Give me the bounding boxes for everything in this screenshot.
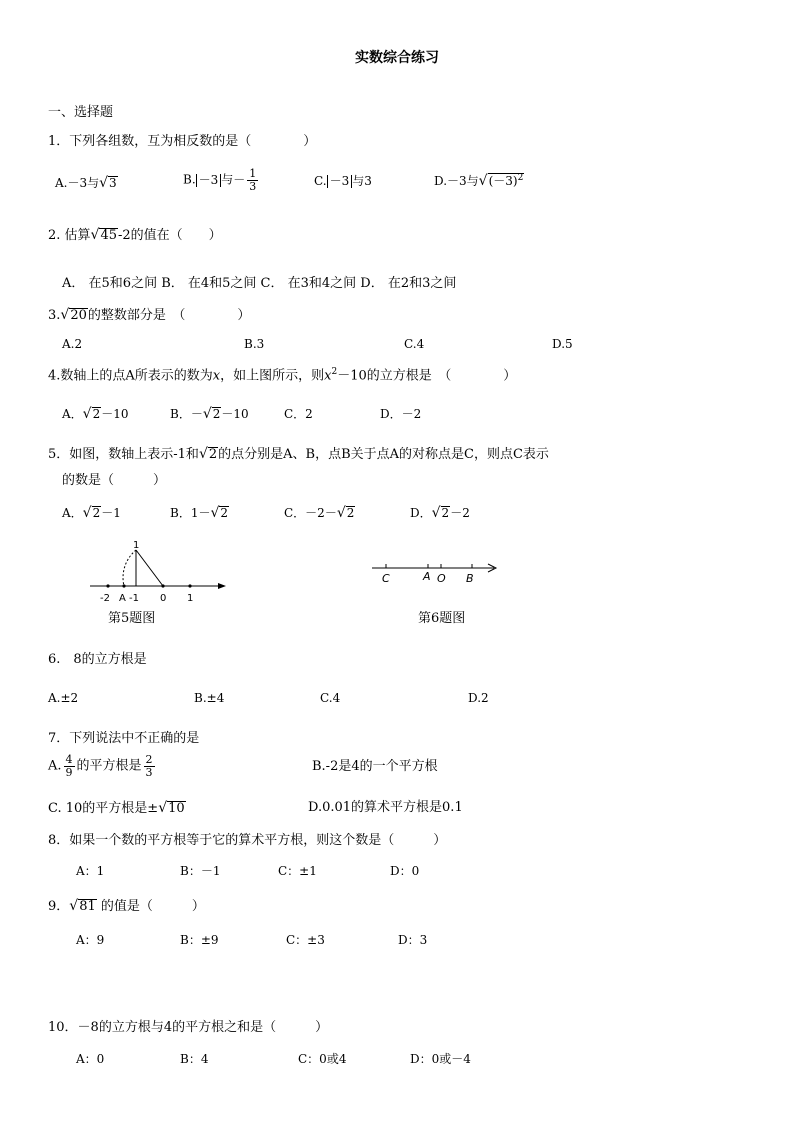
q1-option-c: C. －3 与3	[314, 174, 372, 188]
question-7-stem: 7．下列说法中不正确的是	[48, 731, 200, 746]
q9-option-c: C：±3	[286, 933, 325, 947]
q8-option-b: B：－1	[180, 864, 221, 878]
q4-option-d: D．－2	[380, 407, 422, 421]
q8-option-a: A：1	[76, 864, 105, 878]
q5-option-a: A．√2－1	[62, 505, 121, 521]
q1-option-b: B. －3 与－ $\frac{1}{3}$	[183, 167, 257, 193]
q10-option-b: B：4	[180, 1052, 209, 1066]
label-zero: 0	[160, 593, 167, 604]
figure-5-caption: 第5题图	[108, 611, 156, 626]
q10-option-d: D：0或－4	[410, 1052, 471, 1066]
figure-6-number-line	[370, 556, 502, 588]
point-neg2	[106, 584, 109, 587]
q10-option-c: C：0或4	[298, 1052, 347, 1066]
axis-arrow-icon	[218, 583, 226, 589]
question-8-stem: 8．如果一个数的平方根等于它的算术平方根，则这个数是（ ）	[48, 833, 447, 848]
q6-option-c: C.4	[320, 691, 341, 705]
point-one	[188, 584, 191, 587]
q7-option-c: C. 10的平方根是±√10	[48, 800, 185, 816]
q9-option-a: A：9	[76, 933, 105, 947]
q6-option-d: D.2	[468, 691, 489, 705]
arc-dashed	[123, 550, 136, 586]
label-a: A	[119, 593, 126, 604]
q7-option-b: B.-2是4的一个平方根	[312, 759, 438, 774]
q6-option-b: B.±4	[194, 691, 225, 705]
q7-option-d: D.0.01的算术平方根是0.1	[308, 800, 463, 815]
figure-5-number-line	[88, 536, 228, 606]
q5-option-c: C．－2－√2	[284, 505, 355, 521]
q4-option-b: B．－√2－10	[170, 406, 249, 422]
label-one: 1	[187, 593, 194, 604]
q8-option-c: C：±1	[278, 864, 317, 878]
q5-option-d: D．√2－2	[410, 505, 470, 521]
q8-option-d: D：0	[390, 864, 420, 878]
section-heading: 一、选择题	[48, 105, 114, 120]
question-1-stem: 1．下列各组数，互为相反数的是（ ）	[48, 134, 317, 149]
q6-option-a: A.±2	[48, 691, 79, 705]
question-5-stem: 5．如图，数轴上表示-1和√2的点分别是A、B，点B关于点A的对称点是C，则点C表示	[48, 446, 549, 462]
q3-option-c: C.4	[404, 337, 425, 351]
question-10-stem: 10．－8的立方根与4的平方根之和是（ ）	[48, 1020, 329, 1035]
q4-option-c: C．2	[284, 407, 313, 421]
question-5-stem-line2: 的数是（ ）	[62, 473, 167, 488]
q5-option-b: B．1－√2	[170, 505, 229, 521]
q3-option-d: D.5	[552, 337, 573, 351]
figure-6-caption: 第6题图	[418, 611, 466, 626]
q3-option-a: A.2	[62, 337, 83, 351]
q3-option-b: B.3	[244, 337, 265, 351]
q10-option-a: A：0	[76, 1052, 105, 1066]
q1-option-d: D.－3与$√(-3)^2$	[434, 173, 524, 189]
q9-option-d: D：3	[398, 933, 428, 947]
label-top-1: 1	[133, 540, 140, 551]
label-neg1: -1	[129, 593, 139, 604]
q7-option-a: A. $\frac{4}{9}$ 的平方根是 $\frac{2}{3}$	[48, 753, 153, 779]
page-title: 实数综合练习	[355, 50, 439, 66]
question-4-stem: 4.数轴上的点A所表示的数为x，如上图所示，则$x^2-10$的立方根是 （ ）	[48, 367, 517, 384]
label-neg2: -2	[100, 593, 110, 604]
label-o: O	[437, 572, 446, 585]
question-6-stem: 6. 8的立方根是	[48, 652, 147, 667]
question-2-options: A． 在5和6之间 B． 在4和5之间 C． 在3和4之间 D． 在2和3之间	[62, 276, 457, 291]
point-zero	[161, 584, 164, 587]
question-9-stem: 9．√81 的值是（ ）	[48, 898, 205, 914]
triangle-hypotenuse	[136, 550, 163, 586]
label-c: C	[382, 572, 390, 585]
q9-option-b: B：±9	[180, 933, 219, 947]
q4-option-a: A．√2－10	[62, 406, 129, 422]
q1-option-a: A.－3与√3	[55, 175, 117, 191]
label-a: A	[423, 570, 431, 583]
point-a	[122, 584, 125, 587]
question-3-stem: 3.√20的整数部分是 （ ）	[48, 307, 251, 323]
label-b: B	[466, 572, 474, 585]
question-2-stem: 2. 估算√45-2的值在（ ）	[48, 227, 222, 243]
